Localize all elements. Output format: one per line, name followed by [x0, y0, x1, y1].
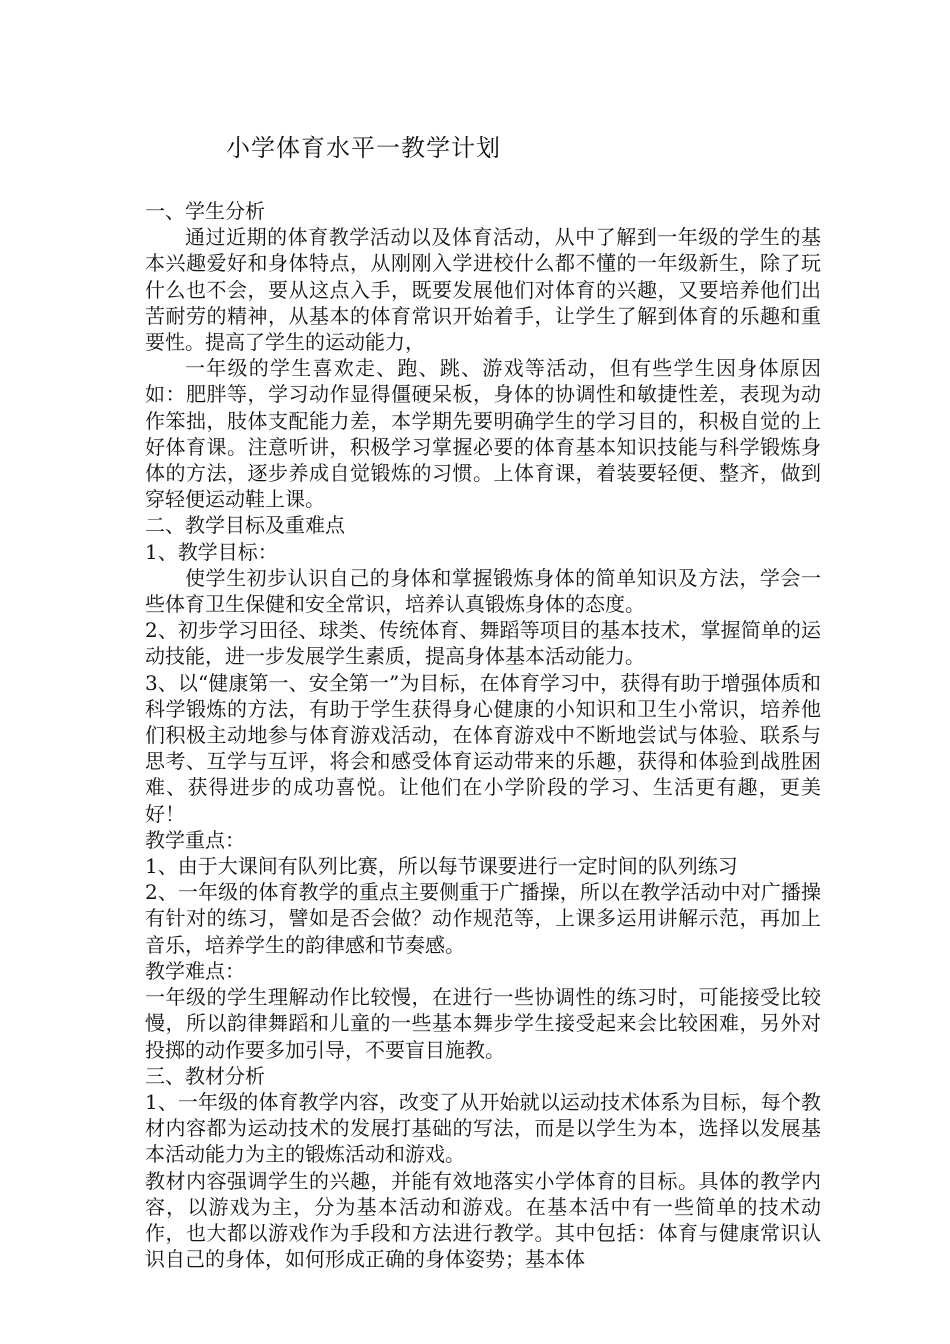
- paragraph-goal-1: 使学生初步认识自己的身体和掌握锻炼身体的简单知识及方法，学会一些体育卫生保健和安全常识，培养认真锻炼身体的态度。: [145, 565, 821, 617]
- paragraph-materials-2: 教材内容强调学生的兴趣，并能有效地落实小学体育的目标。具体的教学内容，以游戏为主，分为基本活动和游戏。在基本活中有一些简单的技术动作，也大都以游戏作为手段和方法进行教学。其中包括：体育与健康常识认识自己的身体，如何形成正确的身体姿势；基本体: [145, 1168, 821, 1272]
- paragraph-materials-1: 1、一年级的体育教学内容，改变了从开始就以运动技术体系为目标，每个教材内容都为运动技术的发展打基础的写法，而是以学生为本，选择以发展基本活动能力为主的锻炼活动和游戏。: [145, 1089, 821, 1167]
- paragraph-student-interests: 通过近期的体育教学活动以及体育活动，从中了解到一年级的学生的基本兴趣爱好和身体特点，从刚刚入学进校什么都不懂的一年级新生，除了玩什么也不会，要从这点入手，既要发展他们对体育的兴趣，又要培养他们出苦耐劳的精神，从基本的体育常识开始着手，让学生了解到体育的乐趣和重要性。提高了学生的运动能力，: [145, 225, 821, 355]
- subheading-teaching-goals: 1、教学目标：: [145, 539, 278, 564]
- subheading-key-points: 教学重点：: [145, 827, 245, 852]
- paragraph-goal-3: 3、以“健康第一、安全第一”为目标，在体育学习中，获得有助于增强体质和科学锻炼的方法，有助于学生获得身心健康的小知识和卫生小常识，培养他们积极主动地参与体育游戏活动，在体育游戏中不断地尝试与体验、联系与思考、互学与互评，将会和感受体育运动带来的乐趣，获得和体验到战胜困难、获得进步的成功喜悦。让他们在小学阶段的学习、生活更有趣，更美好！: [145, 670, 821, 826]
- document-title: 小学体育水平一教学计划: [226, 134, 501, 162]
- paragraph-student-characteristics: 一年级的学生喜欢走、跑、跳、游戏等活动，但有些学生因身体原因如：肥胖等，学习动作显得僵硬呆板，身体的协调性和敏捷性差，表现为动作笨拙，肢体支配能力差，本学期先要明确学生的学习目的，积极自觉的上好体育课。注意听讲，积极学习掌握必要的体育基本知识技能与科学锻炼身体的方法，逐步养成自觉锻炼的习惯。上体育课，着装要轻便、整齐，做到穿轻便运动鞋上课。: [145, 356, 821, 512]
- paragraph-key-point-2: 2、一年级的体育教学的重点主要侧重于广播操，所以在教学活动中对广播操有针对的练习，譬如是否会做？动作规范等，上课多运用讲解示范，再加上音乐，培养学生的韵律感和节奏感。: [145, 880, 821, 957]
- paragraph-key-point-1: 1、由于大课间有队列比赛，所以每节课要进行一定时间的队列练习: [145, 854, 738, 879]
- paragraph-difficulties: 一年级的学生理解动作比较慢，在进行一些协调性的练习时，可能接受比较慢，所以韵律舞蹈和儿童的一些基本舞步学生接受起来会比较困难，另外对投掷的动作要多加引导，不要盲目施教。: [145, 985, 821, 1062]
- section-heading-materials: 三、教材分析: [145, 1063, 265, 1088]
- subheading-difficulties: 教学难点：: [145, 958, 245, 983]
- document-body: [145, 198, 821, 1272]
- section-heading-goals: 二、教学目标及重难点: [145, 513, 345, 538]
- paragraph-goal-2: 2、初步学习田径、球类、传统体育、舞蹈等项目的基本技术，掌握简单的运动技能，进一步发展学生素质，提高身体基本活动能力。: [145, 618, 821, 669]
- section-heading-student-analysis: 一、学生分析: [145, 199, 265, 223]
